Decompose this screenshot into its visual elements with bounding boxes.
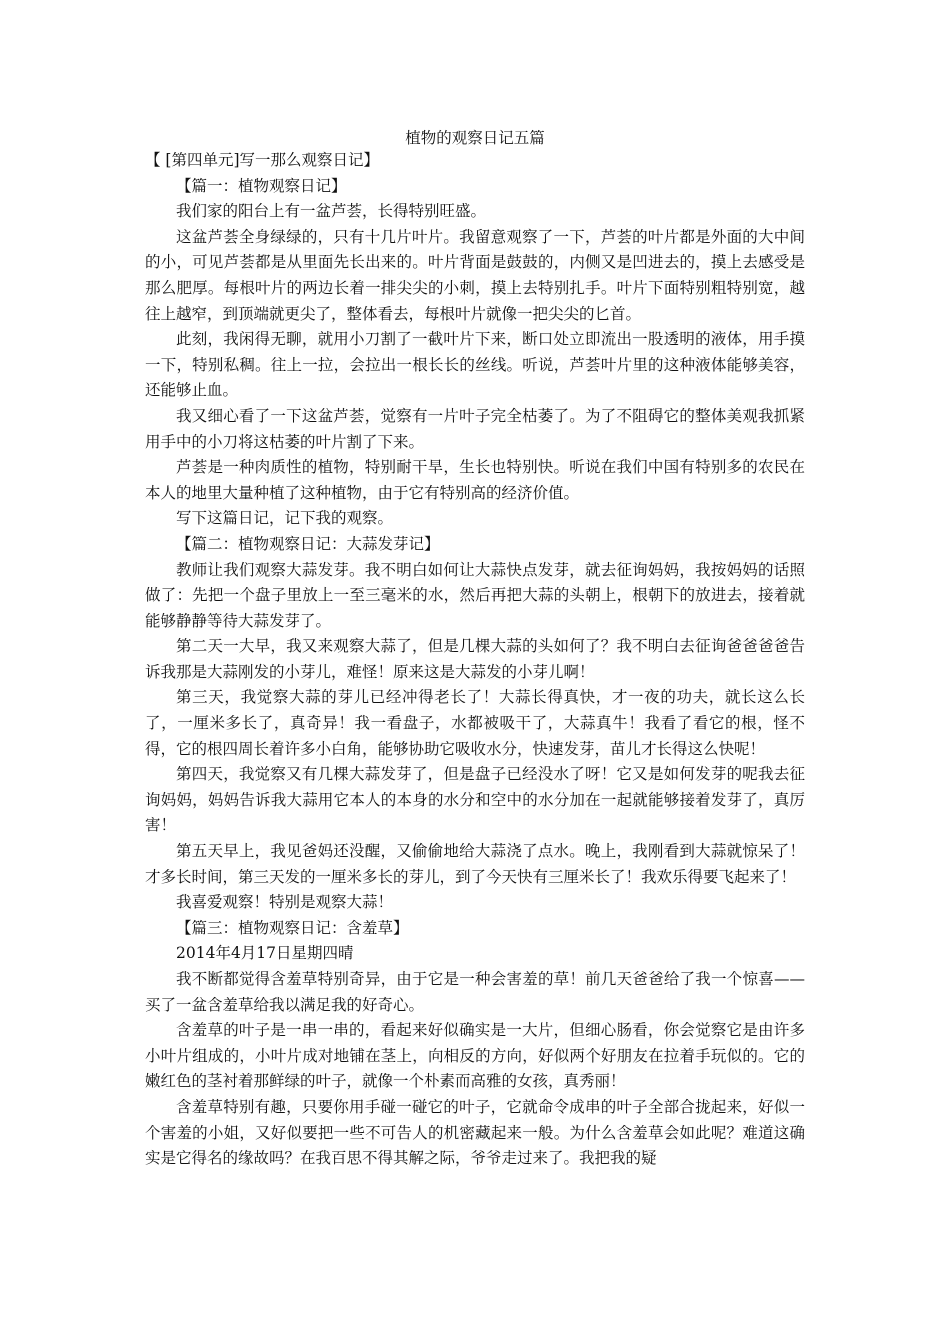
paragraph: 这盆芦荟全身绿绿的，只有十几片叶片。我留意观察了一下，芦荟的叶片都是外面的大中间的小，可见芦荟都是从里面先长出来的。叶片背面是鼓鼓的，内侧又是凹进去的，摸上去感受是那么肥厚。每根叶片的两边长着一排尖尖的小刺，摸上去特别扎手。叶片下面特别粗特别宽，越往上越窄，到顶端就更尖了，整体看去，每根叶片就像一把尖尖的匕首。 — [145, 227, 805, 323]
paragraph: 我不断都觉得含羞草特别奇异，由于它是一种会害羞的草！前几天爸爸给了我一个惊喜——买了一盆含羞草给我以满足我的好奇心。 — [145, 970, 805, 1014]
paragraph: 我喜爱观察！特别是观察大蒜！ — [176, 893, 394, 912]
section-heading: 【篇二：植物观察日记：大蒜发芽记】 — [176, 534, 440, 553]
paragraph: 第二天一大早，我又来观察大蒜了，但是几棵大蒜的头如何了？我不明白去征询爸爸爸爸告诉我那是大蒜刚发的小芽儿，难怪！原来这是大蒜发的小芽儿啊！ — [145, 637, 805, 681]
section-heading: 【篇一：植物观察日记】 — [176, 176, 347, 195]
diary-date: 2014年4月17日星期四晴 — [176, 944, 354, 963]
paragraph: 我们家的阳台上有一盆芦荟，长得特别旺盛。 — [176, 202, 487, 221]
paragraph: 教师让我们观察大蒜发芽。我不明白如何让大蒜快点发芽，就去征询妈妈，我按妈妈的话照做了：先把一个盘子里放上一至三毫米的水，然后再把大蒜的头朝上，根朝下的放进去，接着就能够静静等待大蒜发芽了。 — [145, 560, 805, 630]
paragraph: 第三天，我觉察大蒜的芽儿已经冲得老长了！大蒜长得真快，才一夜的功夫，就长这么长了，一厘米多长了，真奇异！我一看盘子，水都被吸干了，大蒜真牛！我看了看它的根，怪不得，它的根四周长着许多小白角，能够协助它吸收水分，快速发芽，苗儿才长得这么快呢！ — [145, 688, 805, 758]
paragraph: 含羞草的叶子是一串一串的，看起来好似确实是一大片，但细心肠看，你会觉察它是由许多小叶片组成的，小叶片成对地铺在茎上，向相反的方向，好似两个好朋友在拉着手玩似的。它的嫩红色的茎衬着那鲜绿的叶子，就像一个朴素而高雅的女孩，真秀丽！ — [145, 1021, 805, 1091]
paragraph: 写下这篇日记，记下我的观察。 — [176, 509, 394, 528]
paragraph: 第四天，我觉察又有几棵大蒜发芽了，但是盘子已经没水了呀！它又是如何发芽的呢我去征询妈妈，妈妈告诉我大蒜用它本人的本身的水分和空中的水分加在一起就能够接着发芽了，真厉害！ — [145, 765, 805, 835]
document-body — [145, 148, 805, 1172]
paragraph: 第五天早上，我见爸妈还没醒，又偷偷地给大蒜浇了点水。晚上，我刚看到大蒜就惊呆了！才多长时间，第三天发的一厘米多长的芽儿，到了今天快有三厘米长了！我欢乐得要飞起来了！ — [145, 842, 805, 886]
unit-heading: 【 [第四单元]写一那么观察日记】 — [145, 151, 380, 169]
section-heading: 【篇三：植物观察日记：含羞草】 — [176, 918, 409, 937]
paragraph: 含羞草特别有趣，只要你用手碰一碰它的叶子，它就命令成串的叶子全部合拢起来，好似一个害羞的小姐，又好似要把一些不可告人的机密藏起来一般。为什么含羞草会如此呢？难道这确实是它得名的缘故吗？在我百思不得其解之际，爷爷走过来了。我把我的疑 — [145, 1097, 805, 1168]
paragraph: 此刻，我闲得无聊，就用小刀割了一截叶片下来，断口处立即流出一股透明的液体，用手摸一下，特别私稠。往上一拉，会拉出一根长长的丝线。听说，芦荟叶片里的这种液体能够美容，还能够止血。 — [145, 330, 805, 400]
paragraph: 芦荟是一种肉质性的植物，特别耐干旱，生长也特别快。听说在我们中国有特别多的农民在本人的地里大量种植了这种植物，由于它有特别高的经济价值。 — [145, 458, 805, 502]
paragraph: 我又细心看了一下这盆芦荟，觉察有一片叶子完全枯萎了。为了不阻碍它的整体美观我抓紧用手中的小刀将这枯萎的叶片割了下来。 — [145, 406, 805, 451]
document-title: 植物的观察日记五篇 — [405, 129, 545, 147]
